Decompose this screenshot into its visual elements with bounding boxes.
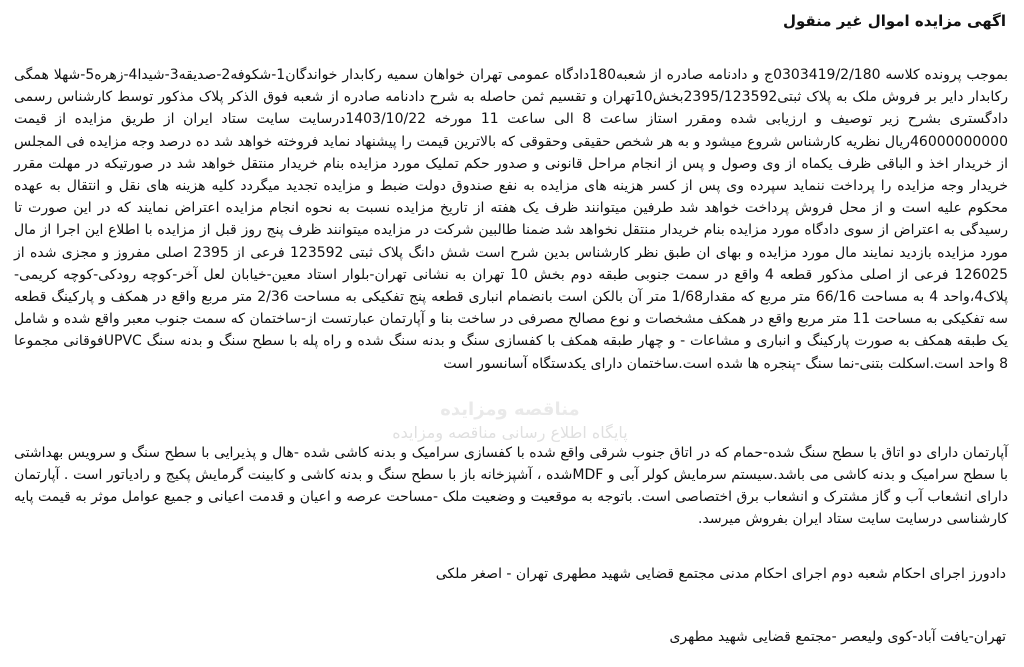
notice-body [14, 64, 1008, 375]
watermark-line-1: مناقصه ومزایده [440, 399, 580, 420]
watermark-line-2: پایگاه اطلاع رسانی مناقصه ومزایده [392, 423, 628, 442]
notice-signature: دادورز اجرای احکام شعبه دوم اجرای احکام مدنی مجتمع قضایی شهید مطهری تهران - اصغر ملکی [435, 566, 1006, 582]
notice-title: اگهی مزایده اموال غیر منقول [782, 12, 1006, 30]
notice-body-paragraph: بموجب پرونده کلاسه 0303419/2/180ج و دادنامه صادره از شعبه180دادگاه عمومی تهران خواهان سمیه رکابدار خواندگان1-شکوفه2-صدیقه3-شیدا4-زهره5-شهلا همگی رکابدار دایر بر فروش ملک به پلاک ثبتی2395/123592بخش10تهران و تقسیم ثمن حاصله به شرح دادنامه صادره از شعبه فوق الذکر پلاک مذکور توسط کارشناس رسمی دادگستری بشرح زیر توصیف و ارزیابی شده ومقرر استاز ساعت 8 الی ساعت 11 مورخه 1403/10/22درسایت سایت ستاد ایران از طریق مزایده از قیمت 46000000000ریال نظریه کارشناس شروع میشود و به هر شخص حقیقی وحقوقی که بالاترین قیمت را پیشنهاد نماید فروخته خواهد شد ده درصد وجه مزایده فی المجلس از خریدار اخذ و الباقی ظرف یکماه از وی وصول و پس از انجام مراحل قانونی و صدور حکم تملیک مورد مزایده بنام خریدار منتقل خواهد شد در صورتیکه در مهلت مقرر خریدار وجه مزایده را پرداخت ننماید سپرده وی پس از کسر هزینه های مزایده به نفع صندوق دولت ضبط و مزایده تجدید میگردد کلیه هزینه های نقل و انتقال به عهده محکوم علیه است و از محل فروش پرداخت خواهد شد طرفین میتوانند ظرف یک هفته از تاریخ مزایده نسبت به نحوه انجام مزایده اعتراض نمایند که در این صورت تا رسیدگی به اعتراض از سوی دادگاه مورد مزایده بنام خریدار منتقل نخواهد شد ضمنا طالبین شرکت در مزایده میتوانند ظرف پنج روز قبل از مزایده با اطلاع این اجرا از مال مورد مزایده بازدید نمایند مال مورد مزایده و بهای ان طبق نظر کارشناس بدین شرح است شش دانگ پلاک ثبتی 123592 فرعی از 2395 اصلی مفروز و مجزی شده از 126025 فرعی از اصلی مذکور قطعه 4 واقع در سمت جنوبی طبقه دوم بخش 10 تهران به نشانی تهران-بلوار استاد معین-خیابان لعل آخر-کوچه رودکی-کوچه کریمی-پلاک4،واحد 4 به مساحت 66/16 متر مربع که مقدار1/68 متر آن بالکن است بانضمام انباری قطعه پنج تفکیکی به مساحت 2/36 متر مربع واقع در همکف و پارکینگ قطعه سه تفکیکی به مساحت 11 متر مربع واقع در همکف مشخصات و نوع مصالح مصرفی در ساخت بنا و آپارتمان عبارتست از-ساختمان که سمت جنوب معبر واقع شده و شامل یک طبقه همکف به صورت پارکینگ و انباری و مشاعات - و چهار طبقه همکف با کفسازی سنگ و بدنه سنگ شده و راه پله با سطح سنگ و بدنه سنگ UPVCفوقانی مجموعا 8 واحد است.اسکلت بتنی-نما سنگ -پنجره ها شده است.ساختمان دارای یکدستگاه آسانسور است [14, 67, 1009, 372]
notice-body-paragraph-2: آپارتمان دارای دو اتاق با سطح سنگ شده-حمام که در اتاق جنوب شرقی واقع شده با کفسازی سرامیک و بدنه کاشی شده -هال و پذیرایی با سطح سنگ و سرویس بهداشتی با سطح سرامیک و بدنه کاشی می باشد.سیستم سرمایش کولر آبی و MDFشده ، آشپزخانه باز با سطح سنگ و بدنه کاشی و کابینت گرمایش پکیج و رادیاتور است . آپارتمان دارای انشعاب آب و گاز مشترک و انشعاب برق اختصاصی است. باتوجه به موقعیت و وضعیت ملک -مساحت عرصه و اعیان و قدمت اعیانی و جمیع عوامل موثر به قیمت پایه کارشناسی درسایت سایت ستاد ایران بفروش میرسد. [14, 445, 1008, 527]
notice-body-2 [14, 442, 1008, 530]
notice-address: تهران-یافت آباد-کوی ولیعصر -مجتمع قضایی شهید مطهری [669, 629, 1006, 645]
